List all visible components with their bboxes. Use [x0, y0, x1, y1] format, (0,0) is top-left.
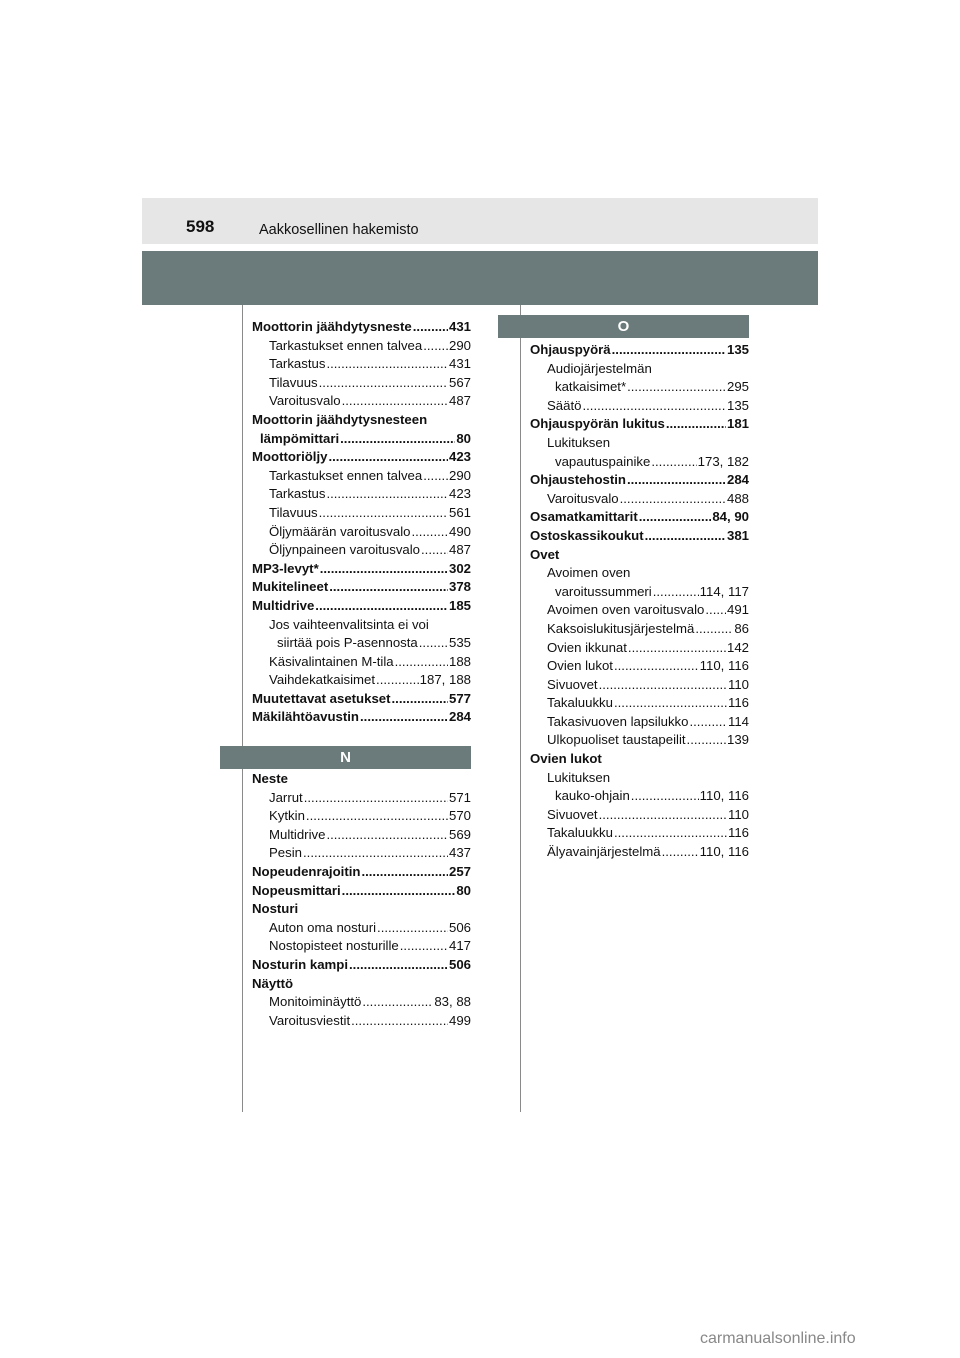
- index-entry: [530, 583, 749, 602]
- index-entry-term: Säätö: [547, 397, 582, 413]
- index-entry: [530, 527, 749, 546]
- index-entry: [252, 993, 471, 1012]
- index-entry-term: kauko-ohjain: [555, 788, 630, 804]
- index-entry: [530, 360, 749, 379]
- index-entry-page: 110, 116: [699, 658, 749, 674]
- leader-dots: [340, 430, 455, 449]
- index-entry: [252, 826, 471, 845]
- index-entry-term: lämpömittari: [260, 430, 340, 446]
- index-entry: [252, 411, 471, 430]
- index-entry-page: 487: [448, 542, 471, 558]
- leader-dots: [614, 694, 727, 713]
- index-entry-term: Jarrut: [269, 789, 303, 805]
- index-entry-page: 135: [726, 397, 749, 413]
- index-entry-term: Ohjauspyörän lukitus: [530, 416, 665, 432]
- index-entry: [252, 616, 471, 635]
- index-entry: [530, 490, 749, 509]
- index-entry-term: Älyavainjärjestelmä: [547, 844, 661, 860]
- index-entry-page: 423: [448, 449, 471, 465]
- index-entry-term: Ohjauspyörä: [530, 342, 611, 357]
- index-entry-term: Lukituksen: [547, 434, 611, 450]
- leader-dots: [628, 639, 726, 658]
- index-entry: [252, 448, 471, 467]
- index-entry-page: 116: [727, 825, 749, 841]
- index-entry-term: Käsivalintainen M-tila: [269, 653, 394, 669]
- index-entry-page: 417: [448, 938, 471, 954]
- section-title: Aakkosellinen hakemisto: [259, 222, 419, 238]
- index-entry: [252, 708, 471, 727]
- index-entry-term: Nopeudenrajoitin: [252, 863, 361, 879]
- index-entry-page: 571: [448, 789, 471, 805]
- index-entry-term: Tarkastus: [269, 356, 326, 372]
- index-entry-page: 431: [448, 319, 471, 334]
- index-entry: [252, 844, 471, 863]
- leader-dots: [360, 708, 448, 727]
- leader-dots: [705, 601, 726, 620]
- leader-dots: [614, 824, 727, 843]
- index-column-left-top: [252, 318, 471, 727]
- index-entry-page: 142: [726, 639, 749, 655]
- index-entry: [252, 1012, 471, 1031]
- index-entry: [530, 806, 749, 825]
- index-entry-page: 437: [448, 845, 471, 861]
- index-entry-page: 284: [726, 472, 749, 488]
- index-entry-page: 188: [448, 653, 471, 669]
- index-entry-term: Tilavuus: [269, 504, 318, 520]
- leader-dots: [620, 490, 726, 509]
- index-entry: [252, 597, 471, 616]
- index-entry-term: Monitoiminäyttö: [269, 994, 362, 1010]
- index-entry: [252, 770, 471, 789]
- index-entry-term: Ovien lukot: [547, 658, 613, 674]
- leader-dots: [342, 392, 448, 411]
- index-entry-term: Nosturin kampi: [252, 956, 348, 972]
- leader-dots: [639, 508, 712, 527]
- leader-dots: [400, 937, 448, 956]
- index-entry-term: Moottorin jäähdytysneste: [252, 319, 412, 334]
- index-entry: [530, 639, 749, 658]
- index-entry-term: Moottorin jäähdytysnesteen: [252, 411, 428, 427]
- index-entry-term: Öljymäärän varoitusvalo: [269, 523, 411, 539]
- index-entry: [252, 467, 471, 486]
- index-entry-page: 86: [734, 620, 749, 636]
- index-entry-page: 185: [448, 597, 471, 613]
- index-entry: [252, 523, 471, 542]
- index-entry-term: Multidrive: [252, 597, 315, 613]
- index-entry-page: 535: [448, 635, 471, 651]
- leader-dots: [342, 882, 456, 901]
- index-entry: [530, 341, 749, 360]
- index-entry-page: 110, 116: [699, 788, 749, 804]
- leader-dots: [315, 597, 448, 616]
- index-entry-term: Lukituksen: [547, 769, 611, 785]
- index-entry: [530, 750, 749, 769]
- index-entry: [530, 769, 749, 788]
- index-entry: [530, 434, 749, 453]
- index-entry: [530, 787, 749, 806]
- index-entry: [530, 397, 749, 416]
- index-entry-page: 569: [448, 826, 471, 842]
- index-entry: [530, 415, 749, 434]
- leader-dots: [662, 843, 699, 862]
- index-entry-term: Vaihdekatkaisimet: [269, 672, 376, 688]
- index-entry: [530, 620, 749, 639]
- index-entry-term: Mukitelineet: [252, 579, 329, 595]
- index-entry-term: Tarkastukset ennen talvea: [269, 337, 423, 353]
- letter-heading-n: N: [220, 746, 471, 769]
- index-entry-term: Muutettavat asetukset: [252, 690, 391, 706]
- index-entry-term: Tarkastukset ennen talvea: [269, 467, 423, 483]
- leader-dots: [653, 583, 699, 602]
- index-entry: [252, 318, 471, 337]
- leader-dots: [319, 374, 448, 393]
- index-entry-page: 567: [448, 374, 471, 390]
- index-entry: [530, 731, 749, 750]
- index-entry: [252, 882, 471, 901]
- index-entry-page: 110: [727, 676, 749, 692]
- index-entry: [252, 919, 471, 938]
- index-entry-term: Avoimen oven varoitusvalo: [547, 602, 705, 618]
- index-entry-page: 499: [448, 1012, 471, 1028]
- index-entry-term: Näyttö: [252, 975, 294, 991]
- leader-dots: [362, 993, 433, 1012]
- index-entry-term: Pesin: [269, 845, 302, 861]
- leader-dots: [303, 844, 448, 863]
- index-entry: [252, 337, 471, 356]
- index-entry: [252, 504, 471, 523]
- leader-dots: [319, 504, 448, 523]
- index-entry: [252, 578, 471, 597]
- index-entry: [252, 430, 471, 449]
- leader-dots: [392, 690, 448, 709]
- index-entry-page: 83, 88: [434, 994, 471, 1010]
- index-entry-term: Varoitusvalo: [269, 393, 341, 409]
- index-entry-term: Ostoskassikoukut: [530, 527, 644, 543]
- index-entry: [530, 564, 749, 583]
- index-entry-term: Multidrive: [269, 826, 326, 842]
- index-entry: [252, 671, 471, 690]
- index-entry-page: 114: [727, 713, 749, 729]
- index-entry-term: Ovien ikkunat: [547, 639, 627, 655]
- leader-dots: [689, 713, 726, 732]
- index-entry-page: 490: [448, 523, 471, 539]
- index-entry-term: Neste: [252, 771, 288, 786]
- leader-dots: [413, 318, 448, 337]
- index-entry-term: Varoitusviestit: [269, 1012, 351, 1028]
- index-entry-page: 116: [727, 695, 749, 711]
- index-entry: [252, 634, 471, 653]
- index-entry-page: 378: [448, 579, 471, 595]
- header-bar: [142, 198, 818, 244]
- leader-dots: [304, 789, 448, 808]
- index-entry-term: Öljynpaineen varoitusvalo: [269, 542, 421, 558]
- index-entry-page: 506: [448, 956, 471, 972]
- leader-dots: [328, 448, 448, 467]
- index-entry-term: vapautuspainike: [555, 453, 651, 469]
- index-entry-page: 139: [726, 732, 749, 748]
- index-entry: [252, 560, 471, 579]
- leader-dots: [376, 671, 419, 690]
- index-entry: [530, 453, 749, 472]
- index-entry: [530, 694, 749, 713]
- index-entry: [530, 508, 749, 527]
- index-entry: [252, 807, 471, 826]
- index-entry-page: 187, 188: [419, 672, 471, 688]
- index-entry-page: 173, 182: [697, 453, 749, 469]
- index-entry-term: Audiojärjestelmän: [547, 360, 652, 376]
- index-entry-term: Varoitusvalo: [547, 490, 619, 506]
- index-entry-page: 487: [448, 393, 471, 409]
- leader-dots: [423, 467, 448, 486]
- index-entry-page: 570: [448, 808, 471, 824]
- index-entry-page: 431: [448, 356, 471, 372]
- page-number: 598: [186, 217, 215, 236]
- index-entry-page: 257: [448, 863, 471, 879]
- index-entry-term: Sivuovet: [547, 676, 598, 692]
- left-column-rule: [242, 305, 243, 1112]
- index-entry-page: 110: [727, 806, 749, 822]
- index-entry: [252, 485, 471, 504]
- index-entry: [252, 863, 471, 882]
- index-entry-term: siirtää pois P-asennosta: [277, 635, 418, 651]
- index-entry-term: Avoimen oven: [547, 565, 631, 581]
- index-entry-page: 381: [726, 527, 749, 543]
- index-entry-term: Takaluukku: [547, 825, 613, 841]
- index-entry-page: 577: [448, 690, 471, 706]
- leader-dots: [411, 523, 448, 542]
- leader-dots: [582, 397, 726, 416]
- leader-dots: [645, 527, 726, 546]
- index-entry-term: Osamatkamittarit: [530, 509, 638, 525]
- index-entry-term: Ovien lukot: [530, 751, 602, 767]
- index-entry-page: 506: [448, 919, 471, 935]
- leader-dots: [395, 653, 448, 672]
- index-entry-page: 290: [448, 467, 471, 483]
- index-entry-page: 135: [726, 342, 749, 357]
- index-entry-term: Ulkopuoliset taustapeilit: [547, 732, 686, 748]
- leader-dots: [306, 807, 448, 826]
- index-entry-page: 561: [448, 504, 471, 520]
- index-entry-term: Sivuovet: [547, 806, 598, 822]
- index-entry-term: Tarkastus: [269, 486, 326, 502]
- index-entry: [252, 956, 471, 975]
- index-entry: [252, 392, 471, 411]
- leader-dots: [614, 657, 699, 676]
- index-entry-page: 80: [456, 882, 471, 898]
- index-entry-term: Ovet: [530, 546, 560, 562]
- index-entry: [252, 374, 471, 393]
- index-entry: [530, 824, 749, 843]
- index-entry-term: Kaksoislukitusjärjestelmä: [547, 620, 695, 636]
- leader-dots: [351, 1012, 448, 1031]
- index-entry: [252, 789, 471, 808]
- index-entry: [252, 541, 471, 560]
- index-entry-page: 302: [448, 560, 471, 576]
- leader-dots: [612, 341, 726, 360]
- index-entry: [530, 546, 749, 565]
- index-entry: [252, 653, 471, 672]
- index-entry-term: Takasivuoven lapsilukko: [547, 713, 689, 729]
- index-entry: [530, 601, 749, 620]
- leader-dots: [419, 634, 448, 653]
- leader-dots: [651, 453, 696, 472]
- leader-dots: [320, 560, 448, 579]
- index-entry-page: 290: [448, 337, 471, 353]
- index-entry-term: katkaisimet*: [555, 379, 627, 395]
- index-entry-page: 84, 90: [712, 509, 749, 525]
- index-entry-term: Jos vaihteenvalitsinta ei voi: [269, 616, 429, 632]
- index-entry-term: Kytkin: [269, 808, 305, 824]
- index-entry-term: Tilavuus: [269, 374, 318, 390]
- leader-dots: [599, 676, 727, 695]
- index-entry-term: Auton oma nosturi: [269, 919, 377, 935]
- index-entry-term: Nostopisteet nosturille: [269, 938, 399, 954]
- index-column-left-bottom: [252, 770, 471, 1030]
- index-entry-term: Nosturi: [252, 901, 299, 917]
- leader-dots: [329, 578, 448, 597]
- leader-dots: [695, 620, 733, 639]
- index-entry-page: 114, 117: [699, 583, 749, 599]
- index-entry-term: Takaluukku: [547, 695, 613, 711]
- index-entry-page: 491: [726, 602, 749, 618]
- index-entry-term: Ohjaustehostin: [530, 472, 626, 488]
- leader-dots: [666, 415, 726, 434]
- index-entry: [252, 937, 471, 956]
- leader-dots: [349, 956, 448, 975]
- index-entry-term: Moottoriöljy: [252, 449, 328, 465]
- leader-dots: [423, 337, 448, 356]
- index-entry: [530, 657, 749, 676]
- index-entry-page: 181: [726, 416, 749, 432]
- index-entry-page: 110, 116: [699, 844, 749, 860]
- leader-dots: [627, 471, 726, 490]
- index-entry-page: 295: [726, 379, 749, 395]
- index-entry: [530, 713, 749, 732]
- leader-dots: [627, 378, 726, 397]
- index-entry-page: 80: [456, 430, 471, 446]
- index-entry-page: 423: [448, 486, 471, 502]
- index-entry: [530, 676, 749, 695]
- index-entry: [252, 900, 471, 919]
- leader-dots: [421, 541, 448, 560]
- header-band: [142, 251, 818, 305]
- watermark: carmanualsonline.info: [700, 1330, 856, 1347]
- letter-heading-o: O: [498, 315, 749, 338]
- index-entry: [530, 471, 749, 490]
- index-entry-term: Mäkilähtöavustin: [252, 709, 359, 725]
- index-entry-term: Nopeusmittari: [252, 882, 341, 898]
- index-entry-term: MP3-levyt*: [252, 560, 319, 576]
- leader-dots: [377, 919, 448, 938]
- index-entry: [252, 690, 471, 709]
- leader-dots: [326, 826, 448, 845]
- leader-dots: [361, 863, 448, 882]
- leader-dots: [326, 355, 448, 374]
- index-entry-page: 284: [448, 709, 471, 725]
- leader-dots: [326, 485, 448, 504]
- index-entry: [530, 378, 749, 397]
- leader-dots: [687, 731, 726, 750]
- index-entry: [252, 355, 471, 374]
- index-entry-page: 488: [726, 490, 749, 506]
- leader-dots: [599, 806, 727, 825]
- index-entry: [252, 975, 471, 994]
- leader-dots: [631, 787, 699, 806]
- index-entry-term: varoitussummeri: [555, 583, 652, 599]
- index-entry: [530, 843, 749, 862]
- index-column-right: [530, 341, 749, 862]
- right-column-rule: [520, 305, 521, 1112]
